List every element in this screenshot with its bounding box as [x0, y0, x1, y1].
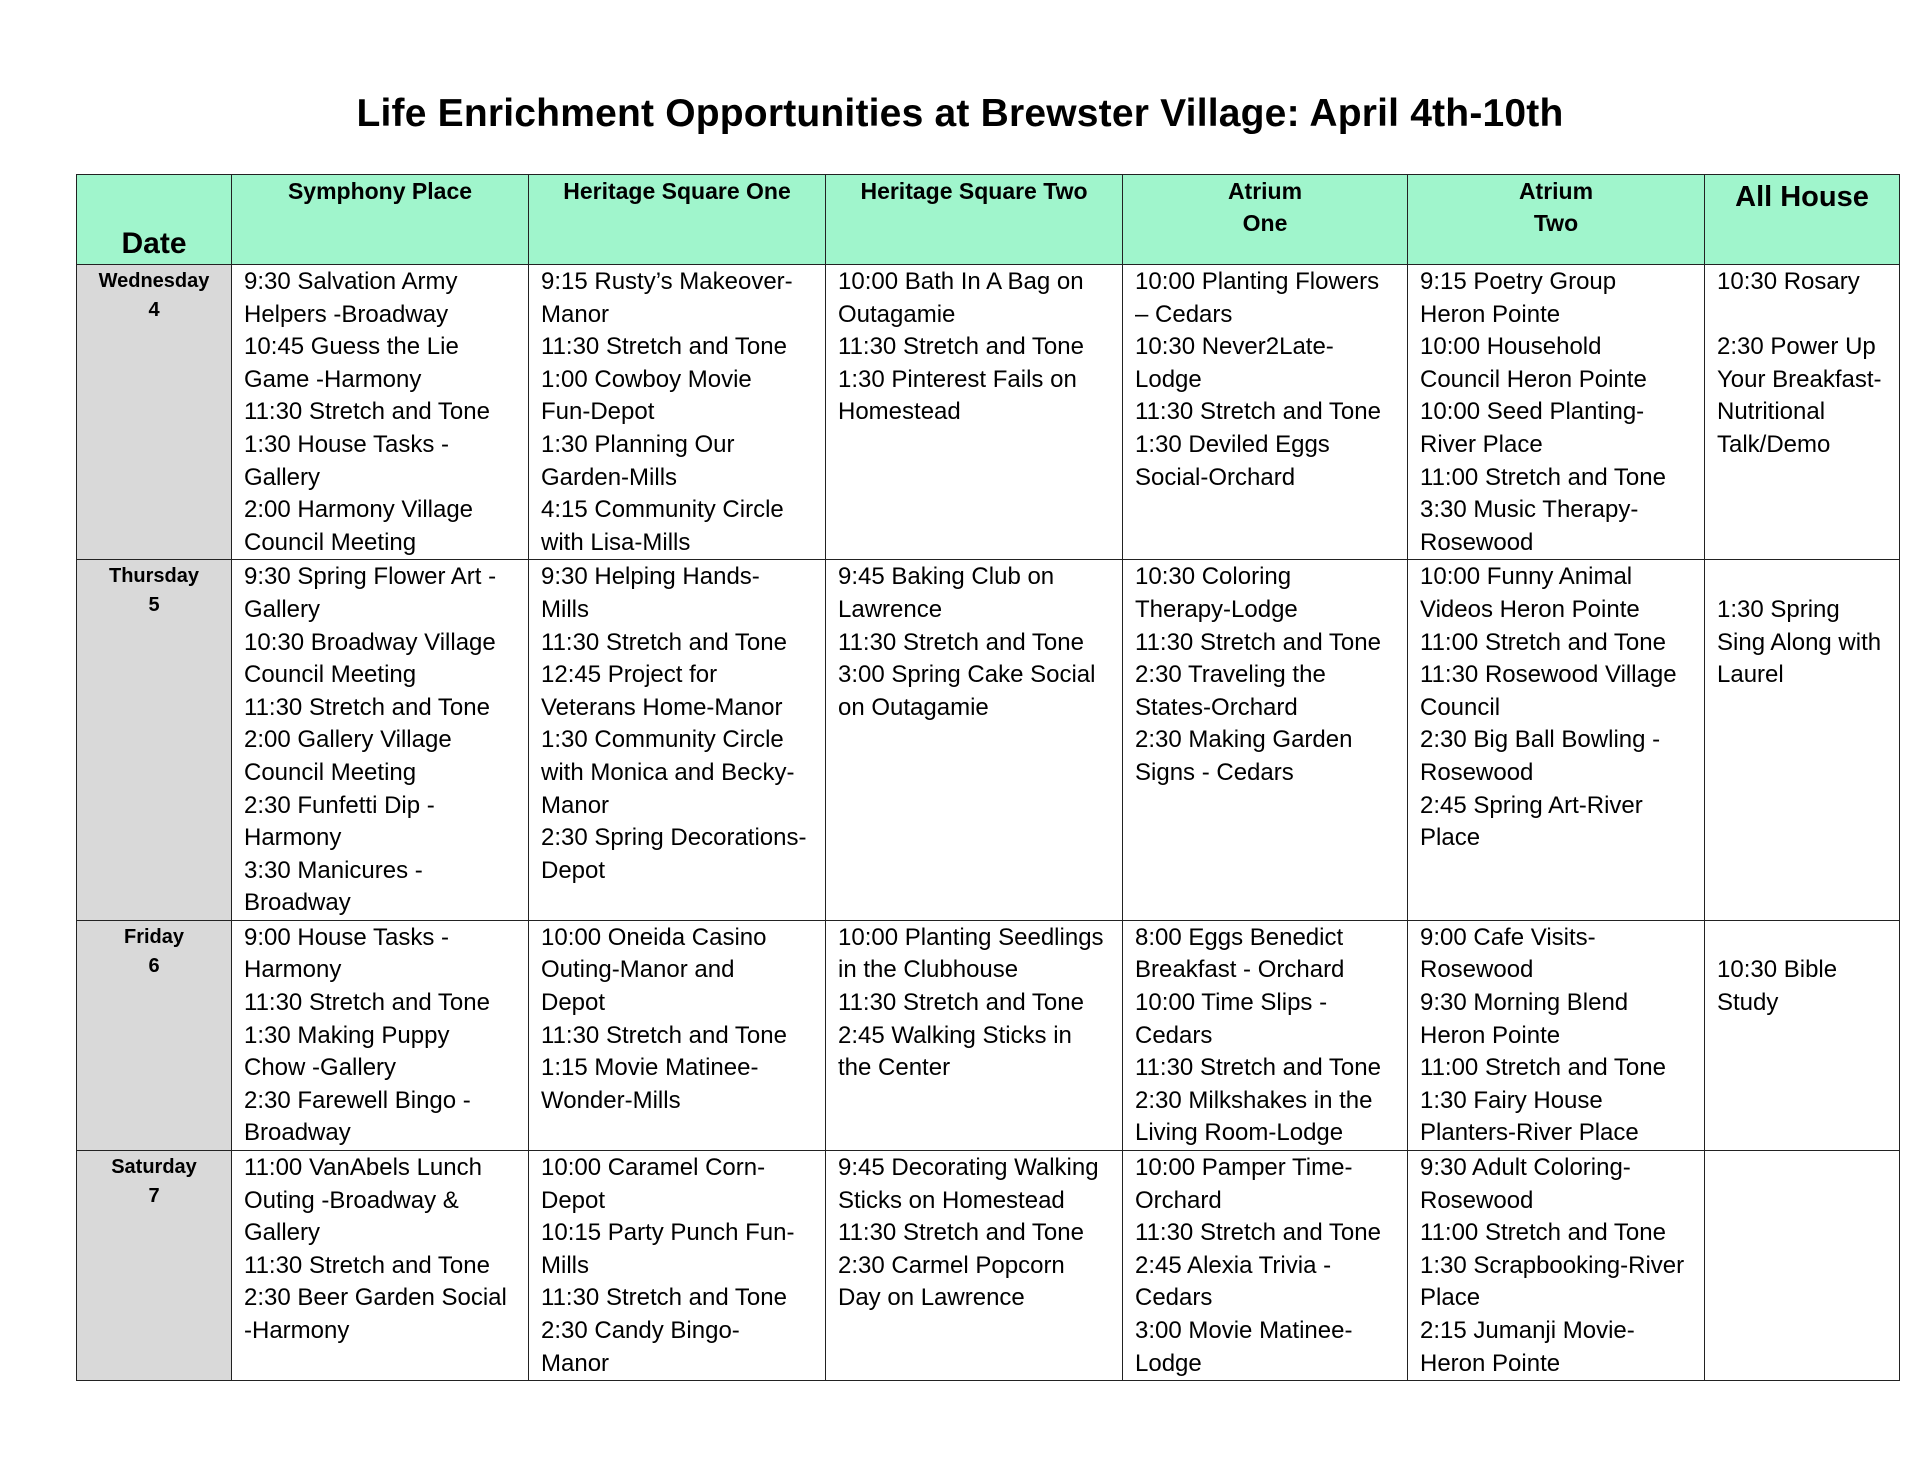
symphony-place-cell	[232, 560, 529, 921]
activity-line: Harmony	[244, 824, 342, 852]
activity-line: 11:00 Stretch and Tone	[1420, 463, 1666, 491]
activity-line: Gallery	[244, 595, 321, 623]
activity-line: 9:15 Rusty’s Makeover-	[541, 268, 793, 295]
activity-line: 10:30 Broadway Village	[244, 628, 496, 656]
symphony-place-cell	[232, 265, 529, 560]
activity-line: 2:45 Alexia Trivia -	[1135, 1251, 1332, 1279]
header-line: One	[1242, 210, 1288, 236]
activity-line: Council	[1420, 693, 1501, 721]
day-number: 7	[148, 1185, 160, 1208]
symphony-place-cell	[232, 1151, 529, 1381]
activity-line: 9:15 Poetry Group	[1420, 268, 1617, 295]
activity-line: Gallery	[244, 463, 321, 491]
spacer	[1717, 922, 1893, 955]
activity-line: Signs - Cedars	[1135, 758, 1294, 786]
activity-line: 11:00 Stretch and Tone	[1420, 1054, 1666, 1082]
atrium-two-cell	[1408, 265, 1705, 560]
schedule-table	[76, 174, 1900, 1381]
column-header-heritage-square-one: Heritage Square One	[529, 175, 826, 265]
activity-line: 2:00 Harmony Village	[244, 496, 474, 524]
activity-line: 11:30 Stretch and Tone	[1135, 1219, 1381, 1247]
date-cell	[77, 1151, 232, 1381]
activity-line: 9:00 House Tasks -	[244, 923, 449, 951]
activity-line: Living Room-Lodge	[1135, 1119, 1344, 1147]
atrium-two-cell	[1408, 560, 1705, 921]
activity-line: 2:45 Spring Art-River	[1420, 791, 1643, 819]
day-name: Saturday	[111, 1156, 197, 1179]
activity-line: Gallery	[244, 1219, 321, 1247]
activity-line: States-Orchard	[1135, 693, 1298, 721]
activity-line: 11:30 Stretch and Tone	[244, 398, 490, 426]
activity-line: Game -Harmony	[244, 365, 422, 393]
activity-line: 8:00 Eggs Benedict	[1135, 923, 1344, 951]
heritage-square-two-cell	[826, 265, 1123, 560]
activity-line: Homestead	[838, 398, 961, 426]
date-cell	[77, 560, 232, 921]
header-line: Two	[1533, 210, 1579, 236]
day-number: 4	[148, 299, 160, 321]
activity-line: Lodge	[1135, 1349, 1202, 1377]
activity-line: 10:00 Pamper Time-	[1135, 1154, 1353, 1182]
activity-line: 11:00 VanAbels Lunch	[244, 1154, 482, 1182]
activity-line: 11:30 Stretch and Tone	[244, 693, 490, 721]
activity-line: Heron Pointe	[1420, 1021, 1561, 1049]
activity-line: 10:30 Never2Late-	[1135, 333, 1334, 361]
symphony-place-cell	[232, 920, 529, 1150]
activity-line: 1:00 Cowboy Movie	[541, 365, 752, 393]
heritage-square-one-cell	[529, 560, 826, 921]
activity-line: Council Heron Pointe	[1420, 365, 1647, 393]
activity-line: with Monica and Becky-	[541, 758, 795, 786]
activity-line: 9:30 Helping Hands-	[541, 563, 760, 591]
activity-line: Your Breakfast-	[1717, 365, 1882, 393]
day-name: Wednesday	[98, 270, 210, 292]
activity-line: 2:30 Milkshakes in the	[1135, 1086, 1373, 1114]
column-header-atrium-two	[1408, 175, 1705, 265]
activity-line: 1:30 Spring	[1717, 595, 1840, 623]
activity-line: Manor	[541, 300, 610, 328]
activity-line: 3:30 Manicures -	[244, 856, 423, 884]
date-cell	[77, 920, 232, 1150]
activity-line: 3:00 Movie Matinee-	[1135, 1317, 1353, 1344]
activity-line: on Outagamie	[838, 693, 989, 721]
activity-line: 11:30 Stretch and Tone	[541, 1284, 787, 1312]
activity-line: 2:30 Making Garden	[1135, 726, 1353, 754]
atrium-one-cell	[1123, 1151, 1408, 1381]
activity-line: Council Meeting	[244, 528, 417, 556]
activity-line: Manor	[541, 1349, 610, 1377]
activity-line: Orchard	[1135, 1186, 1222, 1214]
activity-line: Depot	[541, 856, 606, 884]
day-number: 6	[148, 954, 160, 977]
activity-line: 1:30 Scrapbooking-River	[1420, 1251, 1685, 1279]
activity-line: Sing Along with	[1717, 628, 1882, 656]
activity-line: 10:45 Guess the Lie	[244, 333, 459, 361]
table-row	[77, 560, 1900, 921]
column-header-all-house: All House	[1705, 175, 1900, 265]
activity-line: 2:30 Spring Decorations-	[541, 824, 807, 852]
activity-line: 11:30 Stretch and Tone	[838, 628, 1084, 656]
activity-line: 10:00 Time Slips -	[1135, 989, 1328, 1017]
activity-line: 11:30 Stretch and Tone	[1135, 398, 1381, 426]
activity-line: 10:00 Funny Animal	[1420, 563, 1633, 591]
activity-line: with Lisa-Mills	[541, 528, 691, 556]
activity-line: 10:00 Planting Seedlings	[838, 923, 1104, 951]
heritage-square-two-cell	[826, 920, 1123, 1150]
activity-line: Planters-River Place	[1420, 1119, 1639, 1147]
activity-line: 2:15 Jumanji Movie-	[1420, 1317, 1635, 1344]
all-house-cell	[1705, 265, 1900, 560]
activity-line: 1:30 Fairy House	[1420, 1086, 1603, 1114]
activity-line: Chow -Gallery	[244, 1054, 397, 1082]
activity-line: Fun-Depot	[541, 398, 655, 426]
activity-line: 9:30 Salvation Army	[244, 268, 458, 295]
column-header-symphony-place: Symphony Place	[232, 175, 529, 265]
activity-line: Rosewood	[1420, 956, 1534, 984]
activity-line: Mills	[541, 1251, 589, 1279]
activity-line: Rosewood	[1420, 528, 1534, 556]
activity-line: Broadway	[244, 1119, 351, 1147]
activity-line: 3:30 Music Therapy-	[1420, 496, 1639, 524]
all-house-cell	[1705, 920, 1900, 1150]
activity-line: Outing-Manor and	[541, 956, 735, 984]
schedule-body	[77, 265, 1900, 1381]
atrium-two-cell	[1408, 920, 1705, 1150]
header-row	[77, 175, 1900, 265]
activity-line: 11:30 Stretch and Tone	[1135, 1054, 1381, 1082]
activity-line: 11:30 Stretch and Tone	[541, 1021, 787, 1049]
activity-line: 9:30 Spring Flower Art -	[244, 563, 497, 591]
activity-line: -Harmony	[244, 1317, 350, 1344]
activity-line: 11:00 Stretch and Tone	[1420, 628, 1666, 656]
activity-line: 3:00 Spring Cake Social	[838, 661, 1096, 689]
activity-line: Depot	[541, 989, 606, 1017]
heritage-square-two-cell	[826, 1151, 1123, 1381]
activity-line: Manor	[541, 791, 610, 819]
atrium-two-cell	[1408, 1151, 1705, 1381]
activity-line: Council Meeting	[244, 758, 417, 786]
activity-line: 10:15 Party Punch Fun-	[541, 1219, 795, 1247]
heritage-square-one-cell	[529, 1151, 826, 1381]
activity-line: Helpers -Broadway	[244, 300, 449, 328]
activity-line: Day on Lawrence	[838, 1284, 1025, 1312]
activity-line: Depot	[541, 1186, 606, 1214]
activity-line: 1:30 Making Puppy	[244, 1021, 450, 1049]
heritage-square-one-cell	[529, 265, 826, 560]
activity-line: Heron Pointe	[1420, 300, 1561, 328]
activity-line: Garden-Mills	[541, 463, 678, 491]
activity-line: 11:30 Rosewood Village	[1420, 661, 1677, 689]
spacer	[1717, 299, 1893, 332]
activity-line: 9:30 Adult Coloring-	[1420, 1154, 1631, 1182]
activity-line: 1:30 Pinterest Fails on	[838, 365, 1077, 393]
activity-line: 11:30 Stretch and Tone	[244, 989, 490, 1017]
atrium-one-cell	[1123, 920, 1408, 1150]
activity-line: Mills	[541, 595, 589, 623]
activity-line: 2:30 Traveling the	[1135, 661, 1326, 689]
activity-line: 1:30 House Tasks -	[244, 430, 449, 458]
table-row	[77, 265, 1900, 560]
header-line: Atrium	[1227, 178, 1303, 204]
activity-line: 11:30 Stretch and Tone	[838, 333, 1084, 361]
activity-line: Cedars	[1135, 1021, 1213, 1049]
activity-line: 10:30 Rosary	[1717, 268, 1860, 295]
activity-line: Sticks on Homestead	[838, 1186, 1065, 1214]
activity-line: in the Clubhouse	[838, 956, 1019, 984]
activity-line: Social-Orchard	[1135, 463, 1296, 491]
all-house-cell	[1705, 1151, 1900, 1381]
activity-line: 2:30 Power Up	[1717, 333, 1876, 361]
activity-line: Veterans Home-Manor	[541, 693, 783, 721]
activity-line: 10:00 Caramel Corn-	[541, 1154, 766, 1182]
column-header-heritage-square-two: Heritage Square Two	[826, 175, 1123, 265]
activity-line: 2:30 Beer Garden Social	[244, 1284, 507, 1312]
activity-line: 1:30 Planning Our	[541, 430, 735, 458]
activity-line: 11:30 Stretch and Tone	[244, 1251, 490, 1279]
activity-line: 11:30 Stretch and Tone	[838, 989, 1084, 1017]
day-number: 5	[148, 594, 160, 617]
header-line: Atrium	[1518, 178, 1594, 204]
activity-line: Laurel	[1717, 661, 1784, 689]
activity-line: 11:30 Stretch and Tone	[541, 333, 787, 361]
activity-line: Outagamie	[838, 300, 956, 328]
activity-line: 1:30 Community Circle	[541, 726, 784, 754]
activity-line: 10:30 Bible	[1717, 956, 1838, 984]
activity-line: Study	[1717, 989, 1779, 1017]
table-row	[77, 920, 1900, 1150]
activity-line: 1:15 Movie Matinee-	[541, 1054, 759, 1082]
activity-line: 4:15 Community Circle	[541, 496, 784, 524]
activity-line: Talk/Demo	[1717, 430, 1831, 458]
column-header-date: Date	[77, 175, 232, 265]
heritage-square-one-cell	[529, 920, 826, 1150]
activity-line: 1:30 Deviled Eggs	[1135, 430, 1330, 458]
activity-line: the Center	[838, 1054, 951, 1082]
activity-line: River Place	[1420, 430, 1543, 458]
activity-line: Broadway	[244, 889, 351, 917]
activity-line: 10:30 Coloring	[1135, 563, 1292, 591]
heritage-square-two-cell	[826, 560, 1123, 921]
activity-line: 9:45 Baking Club on	[838, 563, 1055, 591]
activity-line: 2:45 Walking Sticks in	[838, 1021, 1072, 1049]
activity-line: 11:00 Stretch and Tone	[1420, 1219, 1666, 1247]
activity-line: Rosewood	[1420, 1186, 1534, 1214]
activity-line: 10:00 Bath In A Bag on	[838, 268, 1084, 295]
activity-line: Place	[1420, 1284, 1481, 1312]
column-header-atrium-one	[1123, 175, 1408, 265]
activity-line: 2:30 Candy Bingo-	[541, 1317, 740, 1344]
activity-line: 2:00 Gallery Village	[244, 726, 452, 754]
activity-line: Videos Heron Pointe	[1420, 595, 1640, 623]
day-name: Thursday	[108, 565, 200, 588]
atrium-one-cell	[1123, 265, 1408, 560]
activity-line: Outing -Broadway &	[244, 1186, 459, 1214]
activity-line: Lodge	[1135, 365, 1202, 393]
date-cell	[77, 265, 232, 560]
table-row	[77, 1151, 1900, 1381]
activity-line: 10:00 Planting Flowers	[1135, 268, 1380, 295]
activity-line: 10:00 Oneida Casino	[541, 923, 767, 951]
page-title: Life Enrichment Opportunities at Brewster Village: April 4th-10th	[356, 92, 1564, 135]
activity-line: Heron Pointe	[1420, 1349, 1561, 1377]
activity-line: 9:00 Cafe Visits-	[1420, 923, 1596, 951]
activity-line: 2:30 Carmel Popcorn	[838, 1251, 1065, 1279]
activity-line: Breakfast - Orchard	[1135, 956, 1345, 984]
spacer	[1717, 561, 1893, 594]
activity-line: 9:45 Decorating Walking	[838, 1154, 1099, 1182]
activity-line: 11:30 Stretch and Tone	[541, 628, 787, 656]
activity-line: Council Meeting	[244, 661, 417, 689]
activity-line: Harmony	[244, 956, 342, 984]
activity-line: 12:45 Project for	[541, 661, 718, 689]
activity-line: Place	[1420, 824, 1481, 852]
activity-line: 10:00 Household	[1420, 333, 1602, 361]
activity-line: – Cedars	[1135, 300, 1233, 328]
activity-line: 11:30 Stretch and Tone	[1135, 628, 1381, 656]
activity-line: Nutritional	[1717, 398, 1826, 426]
activity-line: Cedars	[1135, 1284, 1213, 1312]
all-house-cell	[1705, 560, 1900, 921]
activity-line: Wonder-Mills	[541, 1086, 681, 1114]
day-name: Friday	[123, 925, 185, 948]
activity-line: Therapy-Lodge	[1135, 595, 1298, 623]
atrium-one-cell	[1123, 560, 1408, 921]
activity-line: Lawrence	[838, 595, 943, 623]
activity-line: 2:30 Farewell Bingo -	[244, 1086, 471, 1114]
activity-line: 11:30 Stretch and Tone	[838, 1219, 1084, 1247]
activity-line: 2:30 Funfetti Dip -	[244, 791, 435, 819]
activity-line: Rosewood	[1420, 758, 1534, 786]
activity-line: 9:30 Morning Blend	[1420, 989, 1629, 1017]
activity-line: 2:30 Big Ball Bowling -	[1420, 726, 1661, 754]
activity-line: 10:00 Seed Planting-	[1420, 398, 1645, 426]
